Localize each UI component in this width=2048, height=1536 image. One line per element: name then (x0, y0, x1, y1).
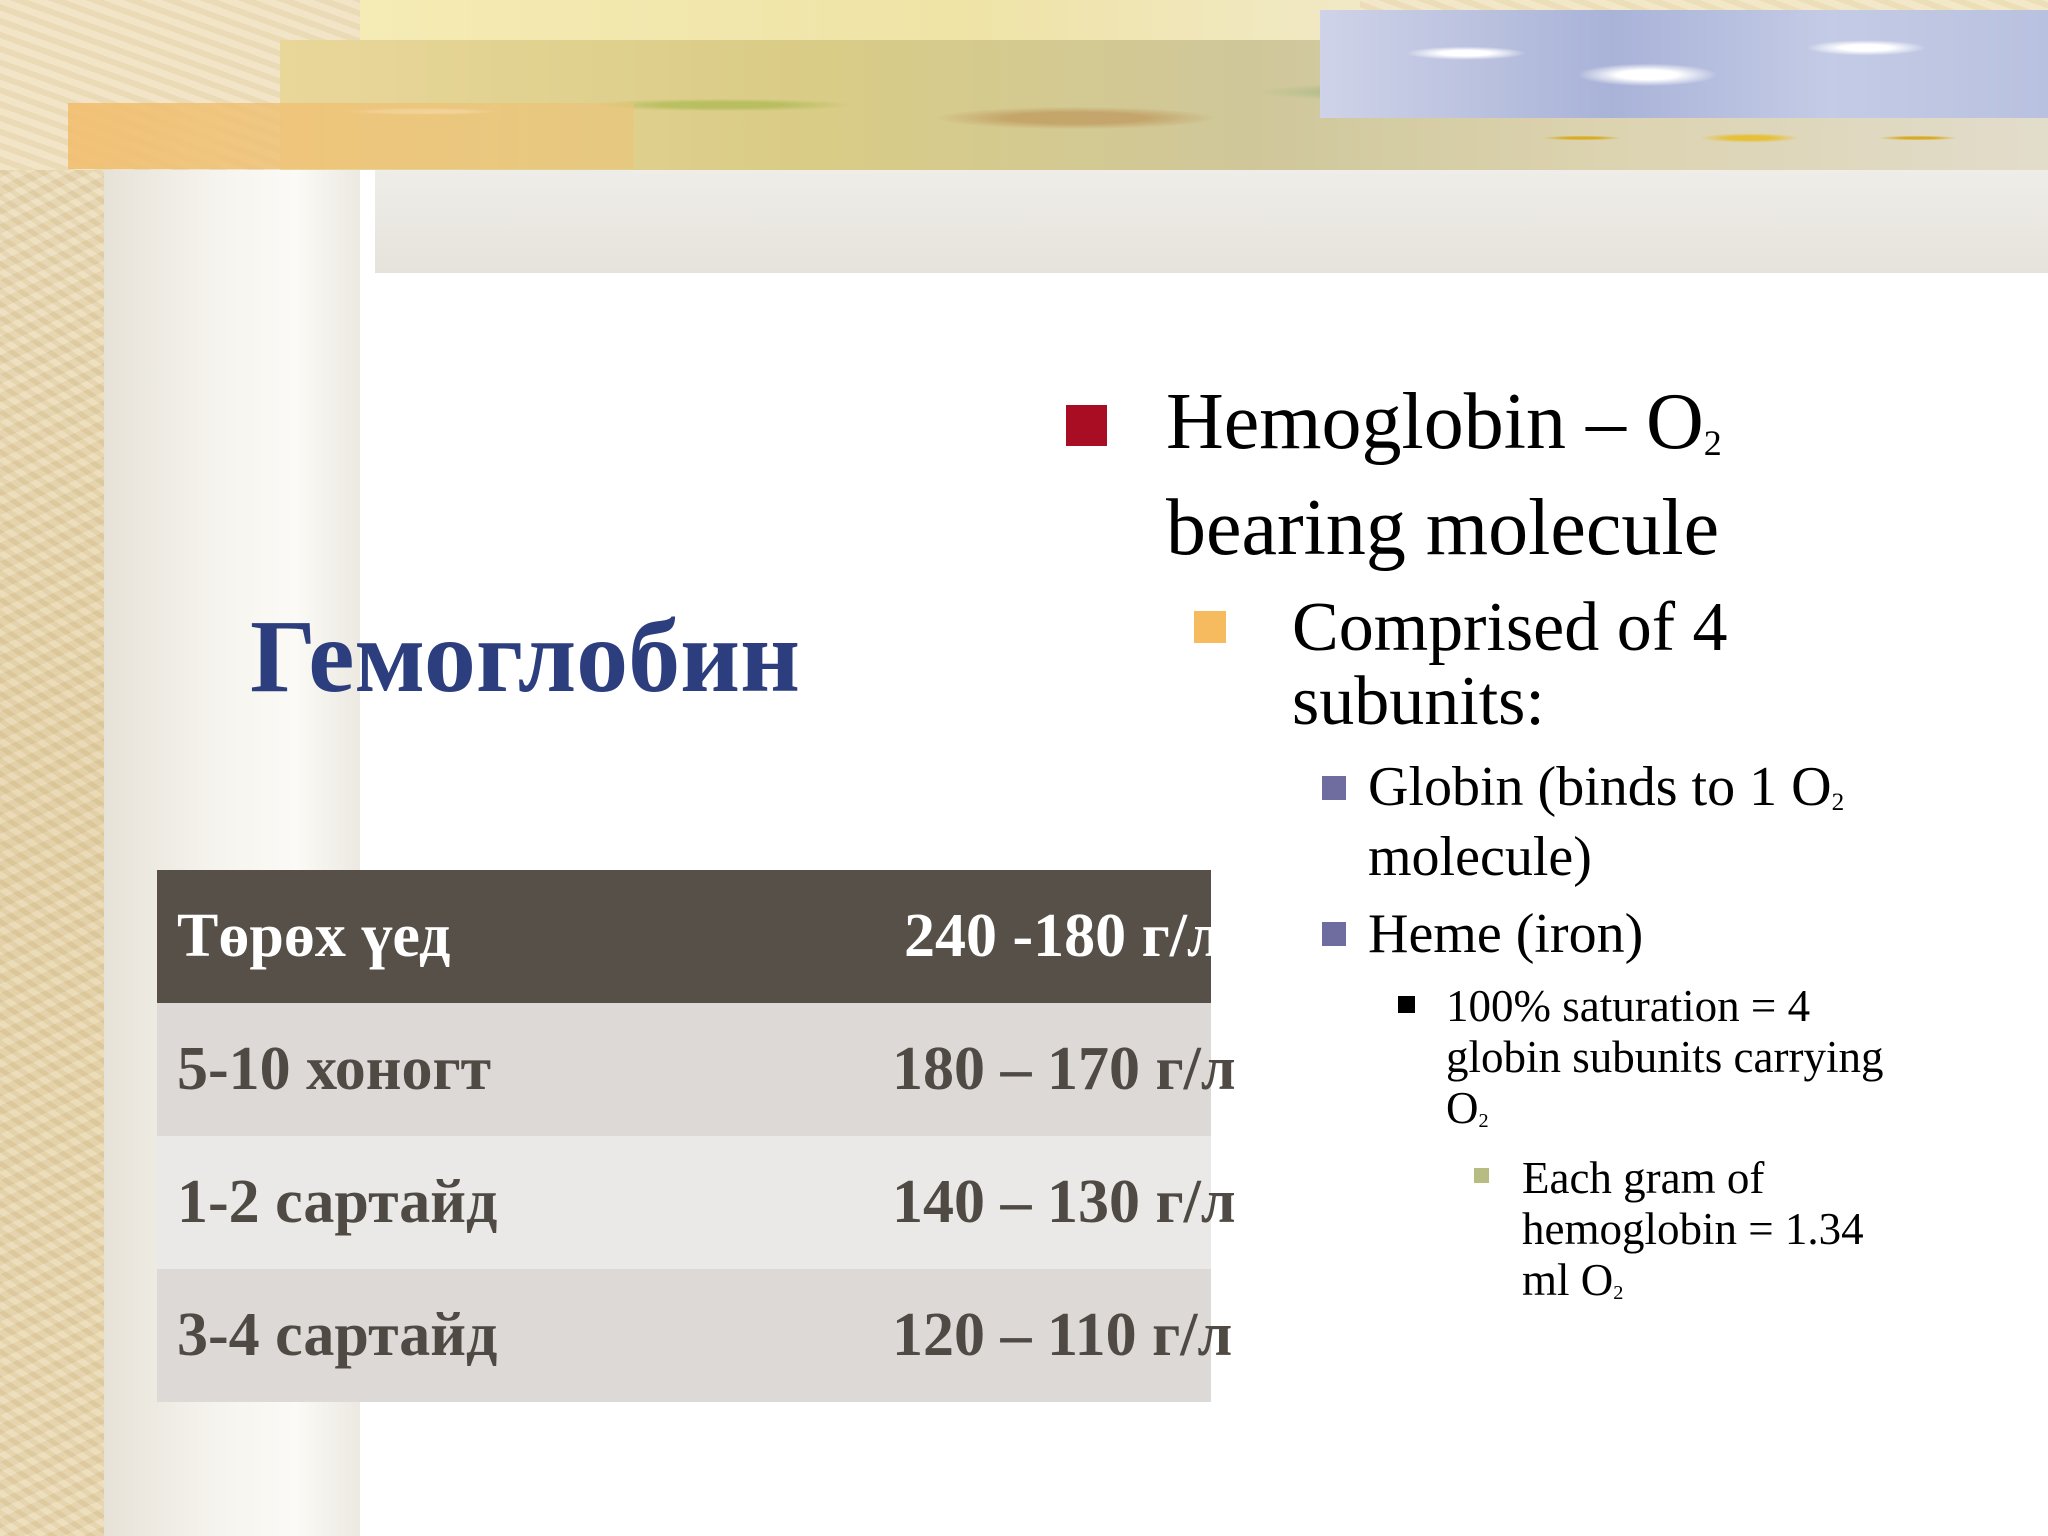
square-bullet-icon (1322, 776, 1346, 800)
table-row (157, 1003, 1211, 1136)
bullet-heme-line1: Heme (iron) (1368, 903, 1644, 965)
slide-title: Гемоглобин (250, 599, 801, 714)
banner-shadow (375, 170, 2048, 273)
decorative-gold-spray (1470, 112, 2030, 164)
table-cell-value: 140 – 130 г/л (892, 1168, 1236, 1236)
square-bullet-icon (1322, 922, 1346, 946)
table-header-row (157, 870, 1211, 1003)
square-bullet-icon (1398, 996, 1415, 1013)
table-cell-value: 240 -180 г/л (904, 902, 1222, 970)
square-bullet-icon (1194, 611, 1226, 643)
bullet-sub-line1: Comprised of 4 (1292, 589, 1728, 666)
table-cell-age: 3-4 сартайд (177, 1301, 498, 1369)
bullet-globin-line2: molecule) (1368, 826, 1592, 888)
bullet-saturation-line1: 100% saturation = 4 (1446, 981, 1811, 1031)
table-cell-age: 5-10 хоногт (177, 1035, 492, 1103)
bullet-main-line2: bearing molecule (1166, 484, 1720, 572)
hemoglobin-table (157, 870, 1236, 1402)
table-cell-value: 180 – 170 г/л (892, 1035, 1236, 1103)
bullet-gram-line2: hemoglobin = 1.34 (1522, 1204, 1864, 1254)
decorative-orange-strip (68, 103, 634, 169)
bullet-sub-line2: subunits: (1292, 663, 1545, 740)
square-bullet-icon (1066, 405, 1107, 446)
decorative-yellow-strip (360, 0, 1360, 42)
bullet-saturation-line2: globin subunits carrying (1446, 1032, 1884, 1082)
table-cell-age: Төрөх үед (177, 902, 451, 970)
table-cell-age: 1-2 сартайд (177, 1168, 498, 1236)
bullet-gram-line1: Each gram of (1522, 1153, 1765, 1203)
bullet-saturation-line3: $O_2$ (1446, 1083, 1489, 1133)
table-cell-value: 120 – 110 г/л (892, 1301, 1233, 1369)
bullet-main-line1: Hemoglobin – $O_2$ (1166, 378, 1722, 466)
parchment-background (0, 0, 104, 1536)
bullet-gram-line3: ml $O_2$ (1522, 1255, 1624, 1305)
bullet-globin-line1: Globin (binds to 1 $O_2$ (1368, 756, 1845, 818)
table-row (157, 1269, 1211, 1402)
table-row (157, 1136, 1211, 1269)
square-bullet-icon (1474, 1168, 1489, 1183)
decorative-blue-flowers (1320, 10, 2048, 118)
